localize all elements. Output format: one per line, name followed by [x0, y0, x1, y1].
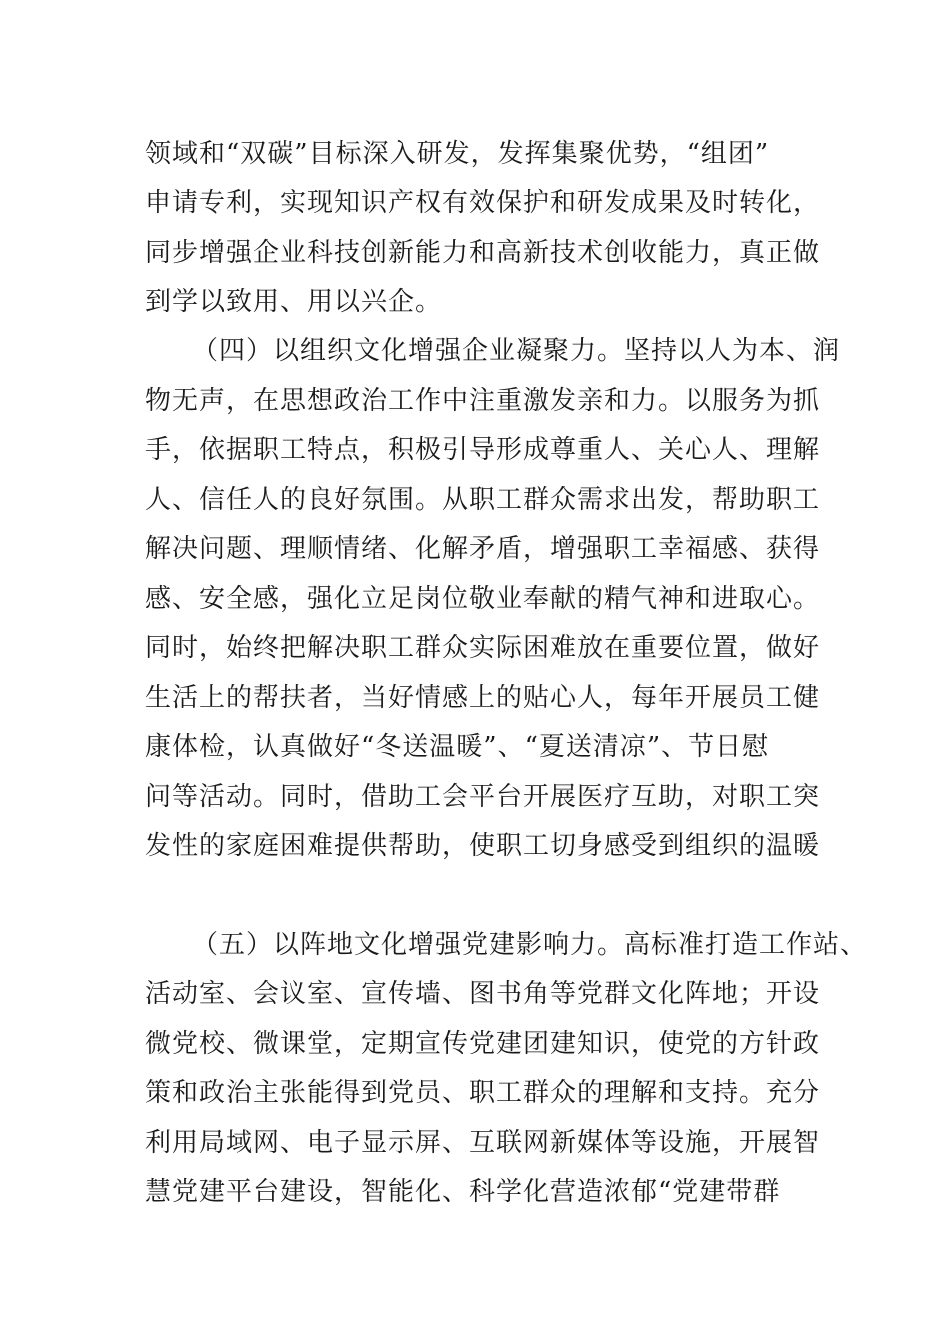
- text-line: 微党校、微课堂，定期宣传党建团建知识，使党的方针政: [145, 1029, 821, 1059]
- text-line: 问等活动。同时，借助工会平台开展医疗互助，对职工突: [145, 782, 821, 812]
- text-line: 人、信任人的良好氛围。从职工群众需求出发，帮助职工: [145, 485, 821, 515]
- text-line: （四）以组织文化增强企业凝聚力。坚持以人为本、润: [192, 336, 841, 366]
- text-line: 领域和“双碳”目标深入研发，发挥集聚优势，“组团”: [145, 139, 770, 169]
- text-line: 策和政治主张能得到党员、职工群众的理解和支持。充分: [145, 1078, 821, 1108]
- text-line: 康体检，认真做好“冬送温暖”、“夏送清凉”、节日慰: [145, 732, 770, 762]
- text-line: 活动室、会议室、宣传墙、图书角等党群文化阵地；开设: [145, 979, 821, 1009]
- text-line: 手，依据职工特点，积极引导形成尊重人、关心人、理解: [145, 435, 821, 465]
- text-line: 同时，始终把解决职工群众实际困难放在重要位置，做好: [145, 633, 821, 663]
- text-line: 利用局域网、电子显示屏、互联网新媒体等设施，开展智: [145, 1128, 821, 1158]
- text-line: 解决问题、理顺情绪、化解矛盾，增强职工幸福感、获得: [145, 534, 821, 564]
- text-line: 慧党建平台建设，智能化、科学化营造浓郁“党建带群: [145, 1177, 781, 1207]
- text-line: 生活上的帮扶者，当好情感上的贴心人，每年开展员工健: [145, 683, 821, 713]
- text-line: 感、安全感，强化立足岗位敬业奉献的精气神和进取心。: [145, 584, 821, 614]
- text-line: 同步增强企业科技创新能力和高新技术创收能力，真正做: [145, 238, 821, 268]
- text-line: 发性的家庭困难提供帮助，使职工切身感受到组织的温暖: [145, 831, 821, 861]
- text-line: 申请专利，实现知识产权有效保护和研发成果及时转化，: [145, 188, 821, 218]
- text-line: 物无声，在思想政治工作中注重激发亲和力。以服务为抓: [145, 386, 821, 416]
- text-line: （五）以阵地文化增强党建影响力。高标准打造工作站、: [192, 930, 868, 960]
- text-line: 到学以致用、用以兴企。: [145, 287, 443, 317]
